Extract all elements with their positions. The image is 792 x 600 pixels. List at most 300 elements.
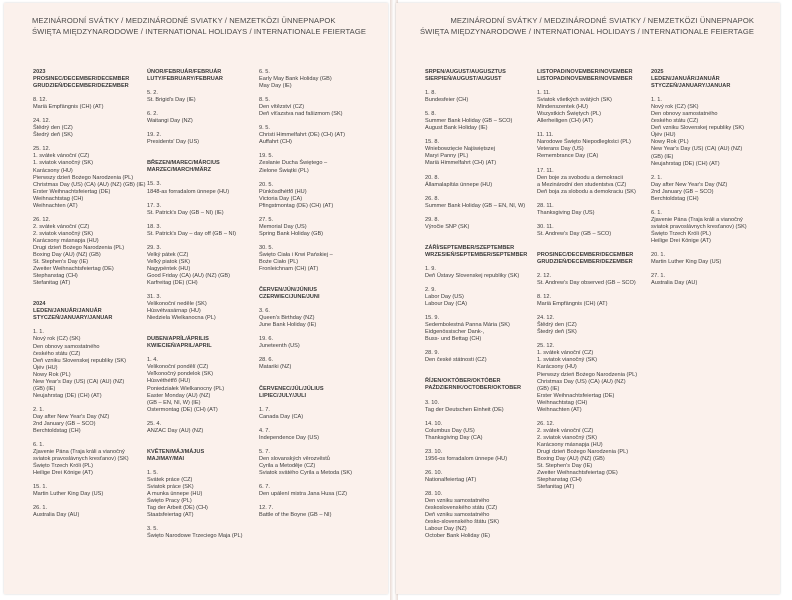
holiday-name: 2. sviatok vianočný (SK) [537,434,598,441]
holiday-entry [651,252,767,266]
holiday-name: Den obnovy samostatného [651,111,718,118]
spacer [651,168,767,175]
spacer [537,308,653,315]
section-heading: WRZESIEŃ/SEPTEMBER/SEPTEMBER [425,251,528,258]
month-section [147,160,263,329]
section-heading: KWIECIEŃ/APRIL/APRIL [147,343,212,350]
holiday-date: 29. 8. [425,216,439,223]
holiday-entry [537,90,653,125]
holiday-name: Columbus Day (US) [425,427,475,434]
spacer [147,125,263,132]
spacer [537,336,653,343]
spacer [259,90,375,97]
holiday-entry [259,69,375,90]
holiday-entry [33,442,149,477]
month-section [33,301,149,526]
spacer [147,414,263,421]
holiday-date: 25. 12. [33,146,51,153]
holiday-entry [651,97,767,167]
holiday-entry [425,111,541,132]
holiday-name: Erster Weihnachtsfeiertag (DE) [33,188,111,195]
holiday-date: 20. 5. [259,181,273,188]
holiday-name: Summer Bank Holiday (GB – EN, NI, W) [425,202,526,209]
holiday-name: Tag der Arbeit (DE) (CH) [147,505,208,512]
holiday-name: Summer Bank Holiday (GB – SCO) [425,118,513,125]
holiday-name: Velikonoční neděle (SK) [147,301,207,308]
holiday-entry [425,90,541,104]
spacer [147,519,263,526]
holiday-entry [425,400,541,414]
holiday-entry [259,217,375,238]
spacer [259,118,375,125]
holiday-entry [425,315,541,343]
holiday-date: 2. 12. [537,272,551,279]
holiday-name: Výročie SNP (SK) [425,223,470,230]
holiday-date: 1. 4. [147,357,158,364]
holiday-name: Eidgenössischer Dank-, [425,329,485,336]
holiday-name: Święto Trzech Króli (PL) [651,230,711,237]
holiday-name: česko-slovenského štátu (SK) [425,519,499,526]
holiday-name: Nagypéntek (HU) [147,265,191,272]
section-heading: SIERPIEŃ/AUGUST/AUGUST [425,76,502,83]
holiday-name: Berchtoldstag (CH) [33,428,81,435]
holiday-name: Wszystkich Świętych (PL) [537,111,602,118]
holiday-entry [259,357,375,371]
spacer [651,203,767,210]
spacer [259,421,375,428]
spacer [147,540,263,547]
holiday-name: Újév (HU) [33,364,58,371]
section-heading: DUBEN/APRÍL/ÁPRILIS [147,336,209,343]
spacer [147,146,263,153]
spacer [425,168,541,175]
holiday-date: 4. 7. [259,427,270,434]
holiday-date: 27. 5. [259,216,273,223]
holiday-name: Den vzniku samostatného [425,497,490,504]
holiday-name: Drugi dzień Bożego Narodzenia (PL) [537,448,629,455]
holiday-name: St. Stephen's Day (IE) [537,463,593,470]
holiday-entry [259,505,375,519]
holiday-name: May Day (IE) [259,83,292,90]
holiday-name: Presidents' Day (US) [147,139,200,146]
holiday-entry [425,449,541,463]
holiday-name: českého státu (CZ) [651,118,699,125]
holiday-name: Štědrý den (CZ) [33,125,73,132]
holiday-date: 30. 5. [259,244,273,251]
month-section [425,378,541,547]
spacer [425,463,541,470]
holiday-name: Deň vzniku Slovenskej republiky (SK) [651,125,744,132]
holiday-entry [537,421,653,491]
holiday-date: 1. 8. [425,90,436,97]
holiday-entry [537,224,653,238]
month-section [537,69,653,245]
section-heading: 2024 [33,301,46,308]
holiday-name: 1956-os forradalom ünnepe (HU) [425,455,508,462]
holiday-name: Staatsfeiertag (AT) [147,512,194,519]
holiday-name: 2. svátek vánoční (CZ) [537,427,594,434]
holiday-entry [425,266,541,280]
holiday-name: Den obnovy samostatného [33,343,100,350]
holiday-column-3 [259,69,375,526]
holiday-date: 6. 1. [33,442,44,449]
holiday-name: sviatok pravoslávnych kresťanov) (SK) [651,223,747,230]
spacer [651,266,767,273]
holiday-date: 15. 8. [425,139,439,146]
holiday-date: 8. 5. [259,97,270,104]
holiday-name: Nový rok (CZ) (SK) [33,336,81,343]
spacer [537,161,653,168]
section-heading: LISTOPAD/NOVEMBER/NOVEMBER [537,76,633,83]
holiday-name: (GB – EN, NI, W) (IE) [147,399,201,406]
holiday-name: 1. sviatok vianočný (SK) [537,357,598,364]
spacer [425,280,541,287]
holiday-date: 24. 12. [537,315,555,322]
spacer [425,231,541,238]
spacer [651,287,767,294]
holiday-name: Labour Day (CA) [425,301,467,308]
holiday-date: 30. 11. [537,223,554,230]
holiday-name: Sviatok práce (SK) [147,483,194,490]
holiday-name: Labour Day (NZ) [425,526,467,533]
holiday-entry [425,470,541,484]
holiday-name: Bundesfeier (CH) [425,97,469,104]
holiday-name: Zielone Świątki (PL) [259,167,309,174]
spacer [537,196,653,203]
holiday-date: 28. 9. [425,350,439,357]
holiday-column-1 [33,69,149,526]
holiday-name: October Bank Holiday (IE) [425,533,490,540]
holiday-entry [259,449,375,477]
holiday-name: Buss- und Bettag (CH) [425,336,482,343]
spacer [537,491,653,498]
holiday-name: Nationalfeiertag (AT) [425,476,477,483]
spacer [425,364,541,371]
holiday-date: 19. 5. [259,153,273,160]
spacer [259,498,375,505]
section-heading: LEDEN/JANUÁR/JANUÁR [651,76,720,83]
spacer [259,146,375,153]
holiday-name: Államalapítás ünnepe (HU) [425,181,493,188]
holiday-entry [147,90,263,104]
holiday-name: Štedrý deň (SK) [537,329,577,336]
spacer [425,343,541,350]
spacer [147,104,263,111]
holiday-name: Zweiter Weihnachtsfeiertag (DE) [537,470,618,477]
holiday-name: August Bank Holiday (IE) [425,125,488,132]
holiday-name: Waitangi Day (NZ) [147,118,193,125]
spacer [147,322,263,329]
holiday-date: 23. 10. [425,448,443,455]
spacer [259,301,375,308]
holiday-name: 2. sviatok vianočný (SK) [33,230,94,237]
spacer [537,217,653,224]
header-line-1: MEZINÁRODNÍ SVÁTKY / MEDZINÁRODNÉ SVIATKY / NEMZETKÖZI ÜNNEPNAPOK [450,16,754,25]
holiday-date: 9. 5. [259,125,270,132]
holiday-name: Day after New Year's Day (NZ) [651,181,728,188]
holiday-name: Karácsony másnapja (HU) [537,441,603,448]
spacer [259,273,375,280]
holiday-date: 5. 2. [147,90,158,97]
holiday-name: Karácsony (HU) [537,364,577,371]
holiday-entry [537,203,653,217]
holiday-name: Święto Ciała i Krwi Pańskiej – [259,251,333,258]
holiday-name: Den slovanských věrozvěstů [259,455,330,462]
holiday-entry [147,421,263,435]
holiday-entry [259,407,375,421]
holiday-date: 3. 6. [259,308,270,315]
month-section [259,287,375,378]
holiday-name: Good Friday (CA) (AU) (NZ) (GB) [147,272,230,279]
holiday-name: Pierwszy dzień Bożego Narodzenia (PL) [537,371,638,378]
holiday-entry [147,357,263,413]
month-section [147,449,263,548]
holiday-entry [259,153,375,174]
holiday-name: 1. sviatok vianočný (SK) [33,160,94,167]
section-heading: BŘEZEN/MAREC/MÁRCIUS [147,160,220,167]
spacer [33,435,149,442]
header-line-2: ŚWIĘTA MIĘDZYNARODOWE / INTERNATIONAL HOLIDAYS / INTERNATIONALE FEIERTAGE [32,27,367,36]
holiday-date: 25. 12. [537,343,555,350]
holiday-date: 24. 12. [33,118,51,125]
spacer [33,322,149,329]
section-heading: 2025 [651,69,664,75]
spacer [259,175,375,182]
holiday-name: Stephanstag (CH) [33,273,78,280]
holiday-date: 8. 12. [33,97,47,104]
holiday-name: Weihnachtstag (CH) [537,399,588,406]
spacer [33,400,149,407]
header-line-2: ŚWIĘTA MIĘDZYNARODOWE / INTERNATIONAL HOLIDAYS / INTERNATIONALE FEIERTAGE [419,27,754,36]
holiday-name: St. Brigid's Day (IE) [147,97,196,104]
holiday-name: Heilige Drei Könige (AT) [33,470,93,477]
holiday-name: June Bank Holiday (IE) [259,322,317,329]
holiday-date: 1. 1. [651,97,662,104]
holiday-date: 20. 1. [651,252,665,259]
holiday-date: 2. 1. [651,174,662,181]
holiday-entry [537,294,653,308]
holiday-date: 1. 7. [259,406,270,413]
holiday-date: 26. 8. [425,195,439,202]
section-heading: STYCZEŃ/JANUARY/JANUAR [33,315,113,322]
spacer [651,245,767,252]
holiday-date: 5. 8. [425,111,436,118]
holiday-name: Mariä Empfängnis (CH) (AT) [33,104,104,111]
holiday-entry [425,350,541,364]
holiday-date: 1. 5. [147,469,158,476]
section-heading: STYCZEŃ/JANUARY/JANUAR [651,83,731,90]
spacer [537,287,653,294]
holiday-name: Christmas Day (US) (CA) (AU) (NZ) [537,378,626,385]
month-section [147,336,263,442]
holiday-name: St. Patrick's Day (GB – NI) (IE) [147,209,224,216]
holiday-name: Pünkösdhétfő (HU) [259,188,307,195]
holiday-name: Zweiter Weihnachtsfeiertag (DE) [33,266,114,273]
holiday-name: Wniebowzięcie Najświętszej [425,146,495,153]
holiday-date: 15. 1. [33,484,47,491]
holiday-name: Mariä Himmelfahrt (CH) (AT) [425,160,497,167]
holiday-name: sviatok pravoslávnych kresťanov) (SK) [33,456,129,463]
holiday-date: 5. 7. [259,448,270,455]
holiday-name: Święto Pracy (PL) [147,498,192,505]
holiday-name: (GB) (IE) [651,153,674,160]
section-heading: PROSINEC/DECEMBER/DECEMBER [33,76,130,83]
holiday-name: Boże Ciało (PL) [259,258,299,265]
holiday-name: Veľkonočný pondelok (SK) [147,371,213,378]
holiday-entry [537,132,653,160]
section-heading: PAŹDZIERNIK/OCTOBER/OKTOBER [425,385,522,392]
spacer [259,519,375,526]
spacer [147,435,263,442]
holiday-name: Sviatok svätého Cyrila a Metoda (SK) [259,469,352,476]
spacer [425,442,541,449]
holiday-name: Újév (HU) [651,132,676,139]
spacer [537,414,653,421]
holiday-date: 28. 11. [537,202,554,209]
spacer [33,519,149,526]
holiday-column-6 [651,69,767,294]
holiday-entry [651,273,767,287]
spacer [33,498,149,505]
month-section [651,69,767,294]
holiday-date: 28. 6. [259,357,273,364]
holiday-entry [425,175,541,189]
holiday-name: Narodowe Święto Niepodległości (PL) [537,139,631,146]
holiday-name: Den boje za svobodu a demokracii [537,174,623,181]
month-section [147,69,263,153]
holiday-entry [147,224,263,238]
holiday-entry [259,428,375,442]
spacer [147,196,263,203]
holiday-name: Christi Himmelfahrt (DE) (CH) (AT) [259,132,345,139]
holiday-name: Nowy Rok (PL) [33,371,71,378]
section-spacer [259,379,375,386]
holiday-entry [259,484,375,498]
holiday-entry [259,125,375,146]
spacer [259,400,375,407]
holiday-entry [147,203,263,217]
holiday-entry [147,132,263,146]
spacer [147,463,263,470]
section-heading: ÚNOR/FEBRUÁR/FEBRUÁR [147,69,222,75]
holiday-name: Easter Monday (AU) (NZ) [147,392,211,399]
spacer [425,210,541,217]
holiday-date: 3. 5. [147,526,158,533]
holiday-date: 28. 10. [425,490,443,497]
holiday-name: Neujahrstag (DE) (CH) (AT) [651,160,720,167]
holiday-entry [537,343,653,413]
holiday-name: Veterans Day (US) [537,146,584,153]
section-spacer [537,245,653,252]
holiday-name: Thanksgiving Day (CA) [425,434,483,441]
right-page [396,3,780,594]
holiday-name: Juneteenth (US) [259,343,300,350]
section-heading: LISTOPAD/NOVEMBER/NOVEMBER [537,69,633,75]
spacer [425,484,541,491]
holiday-name: Martin Luther King Day (US) [33,491,104,498]
holiday-name: St. Patrick's Day – day off (GB – NI) [147,230,236,237]
holiday-name: Battle of the Boyne (GB – NI) [259,512,332,519]
holiday-name: Australia Day (AU) [33,512,80,519]
spacer [259,329,375,336]
holiday-name: Zjavenie Pána (Traja králi a vianočný [33,449,125,456]
holiday-name: Heilige Drei Könige (AT) [651,237,711,244]
spacer [33,90,149,97]
section-heading: ZÁŘÍ/SEPTEMBER/SZEPTEMBER [425,244,515,251]
holiday-name: Niedziela Wielkanocna (PL) [147,315,216,322]
section-heading: ČERVENEC/JÚL/JÚLIUS [259,385,324,392]
holiday-date: 2. 9. [425,286,436,293]
spacer [425,104,541,111]
holiday-name: Weihnachten (AT) [537,406,582,413]
holiday-name: Deň vzniku Slovenskej republiky (SK) [33,357,126,364]
section-spacer [425,238,541,245]
holiday-date: 27. 1. [651,273,665,280]
section-heading: ŘÍJEN/OKTÓBER/OKTÓBER [425,378,501,385]
holiday-name: Deň Ústavy Slovenskej republiky (SK) [425,272,520,279]
holiday-date: 15. 3. [147,181,161,188]
holiday-entry [147,111,263,125]
month-section [259,69,375,280]
holiday-date: 26. 12. [33,216,51,223]
holiday-date: 26. 1. [33,505,47,512]
holiday-name: Nový rok (CZ) (SK) [651,104,699,111]
holiday-entry [33,329,149,399]
section-heading: SRPEN/AUGUST/AUGUSZTUS [425,69,506,75]
holiday-date: 8. 12. [537,294,551,301]
holiday-entry [425,139,541,167]
spacer [147,83,263,90]
holiday-name: Allerheiligen (CH) (AT) [537,118,593,125]
section-heading: LUTY/FEBRUARY/FEBRUAR [147,76,223,83]
holiday-name: Nowy Rok (PL) [651,139,689,146]
month-section [425,245,541,372]
holiday-date: 19. 2. [147,132,161,139]
holiday-name: Christmas Day (US) (CA) (AU) (NZ) (GB) (IE) [33,181,146,188]
holiday-entry [33,217,149,287]
spacer [537,238,653,245]
holiday-date: 14. 10. [425,420,443,427]
holiday-date: 26. 12. [537,420,555,427]
holiday-date: 17. 11. [537,167,554,174]
holiday-name: Velikonoční pondělí (CZ) [147,364,209,371]
holiday-name: Húsvéthétfő (HU) [147,378,191,385]
holiday-date: 31. 3. [147,294,161,301]
holiday-name: St. Andrew's Day (GB – SCO) [537,230,612,237]
holiday-name: Święto Trzech Króli (PL) [33,463,93,470]
holiday-name: Veľký piatok (SK) [147,258,190,265]
spacer [425,540,541,547]
holiday-name: Húsvétvasárnap (HU) [147,308,201,315]
holiday-entry [147,294,263,322]
holiday-entry [651,210,767,245]
spacer [33,287,149,294]
holiday-column-4 [425,69,541,547]
holiday-name: Pierwszy dzień Bożego Narodzenia (PL) [33,174,134,181]
holiday-entry [425,217,541,231]
spacer [537,83,653,90]
holiday-date: 1. 1. [33,329,44,336]
holiday-name: Berchtoldstag (CH) [651,195,699,202]
month-section [259,386,375,527]
holiday-entry [147,470,263,519]
holiday-name: St. Stephen's Day (IE) [33,259,89,266]
holiday-name: New Year's Day (US) (CA) (AU) (NZ) [33,378,125,385]
holiday-name: Deň boja za slobodu a demokraciu (SK) [537,188,636,195]
spacer [33,111,149,118]
holiday-entry [147,181,263,195]
spacer [259,442,375,449]
